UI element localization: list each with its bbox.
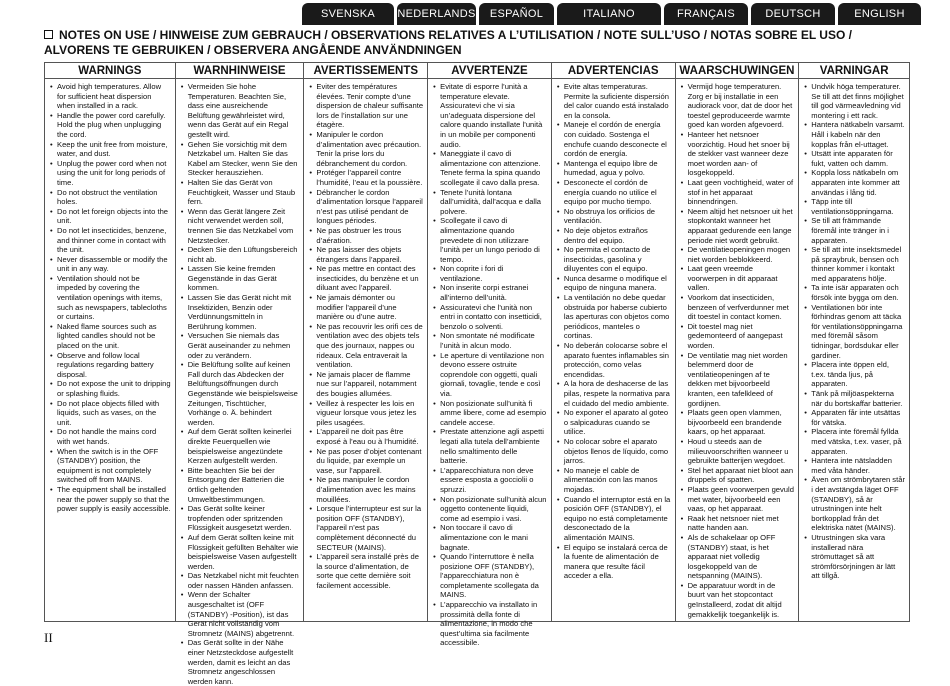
column-body bbox=[428, 79, 551, 648]
warning-item: • Das Gerät sollte keiner tropfenden oder spritzenden Flüssigkeit ausgesetzt werden. bbox=[180, 504, 300, 533]
warning-item: • Do not place objects filled with liquids, such as vases, on the unit. bbox=[49, 399, 171, 428]
warning-item: • Ventilation should not be impeded by covering the ventilation openings with items, such as newspapers, tablecloths or curtains. bbox=[49, 274, 171, 322]
checkbox-square-icon bbox=[44, 30, 53, 39]
column-header: WARNHINWEISE bbox=[176, 63, 304, 79]
warning-item: • No deje objetos extraños dentro del equipo. bbox=[556, 226, 671, 245]
warning-item: • Vermeiden Sie hohe Temperaturen. Beachten Sie, dass eine ausreichende Belüftung gewährleistet wird, wenn das Gerät auf ein Regal gestellt wird. bbox=[180, 82, 300, 140]
warning-item: • El equipo se instalará cerca de la fuente de alimentación de manera que resulte fácil acceder a ella. bbox=[556, 543, 671, 581]
warning-item: • Nunca desarme o modifique el equipo de ninguna manera. bbox=[556, 274, 671, 293]
warning-item: • De apparatuur wordt in de buurt van het stopcontact geïnstalleerd, zodat dit altijd gemakkelijk toegankelijk is. bbox=[680, 581, 795, 619]
warning-list bbox=[432, 82, 547, 648]
warning-item: • Cuando el interruptor está en la posición OFF (STANDBY), el equipo no está completamente desconectado de la alimentación MAINS. bbox=[556, 495, 671, 543]
warning-item: • Eviter des températures élevées. Tenir compte d’une dispersion de chaleur suffisante lors de l’installation sur une étagère. bbox=[308, 82, 423, 130]
warning-item: • Plaats geen open vlammen, bijvoorbeeld een brandende kaars, op het apparaat. bbox=[680, 408, 795, 437]
column-english bbox=[45, 63, 176, 621]
warning-item: • De ventilatie mag niet worden belemmerd door de ventilatieopeningen af te dekken met bijvoorbeeld kranten, een tafelkleed of gordijnen. bbox=[680, 351, 795, 409]
warning-item: • Do not let foreign objects into the unit. bbox=[49, 207, 171, 226]
column-body bbox=[176, 79, 304, 686]
column-header: AVVERTENZE bbox=[428, 63, 551, 79]
heading-text-1: NOTES ON USE / HINWEISE ZUM GEBRAUCH / OBSERVATIONS RELATIVES A L’UTILISATION / NOTE SULL’USO / NOTAS SOBRE EL USO / bbox=[59, 28, 852, 42]
warning-item: • Hantera nätkabeln varsamt. Håll i kabeln när den kopplas från el-uttaget. bbox=[803, 120, 905, 149]
column-header: WAARSCHUWINGEN bbox=[676, 63, 799, 79]
warning-item: • Utrustningen ska vara installerad nära strömuttaget så att strömförsörjningen är lätt att tillgå. bbox=[803, 533, 905, 581]
warning-item: • L’apparecchio va installato in prossimità della fonte di alimentazione, in modo che quest’ultima sia facilmente accessibile. bbox=[432, 600, 547, 648]
warning-item: • Voorkom dat insecticiden, benzeen of verfverdunner met dit toestel in contact komen. bbox=[680, 293, 795, 322]
warning-item: • Utsätt inte apparaten för fukt, vatten och damm. bbox=[803, 149, 905, 168]
warning-item: • La ventilación no debe quedar obstruida por haberse cubierto las aperturas con objetos como periódicos, manteles o cortinas. bbox=[556, 293, 671, 341]
warning-item: • Ne jamais démonter ou modifier l’appareil d’une manière ou d’une autre. bbox=[308, 293, 423, 322]
language-tabs bbox=[302, 3, 921, 25]
warning-item: • Avoid high temperatures. Allow for sufficient heat dispersion when installed in a rack. bbox=[49, 82, 171, 111]
warning-item: • No colocar sobre el aparato objetos llenos de líquido, como jarros. bbox=[556, 437, 671, 466]
warning-item: • Decken Sie den Lüftungsbereich nicht ab. bbox=[180, 245, 300, 264]
column-italian bbox=[428, 63, 552, 648]
warning-item: • No exponer el aparato al goteo o salpicaduras cuando se utilice. bbox=[556, 408, 671, 437]
tab-italiano[interactable]: ITALIANO bbox=[557, 3, 661, 25]
warning-item: • Ta inte isär apparaten och försök inte bygga om den. bbox=[803, 283, 905, 302]
warning-item: • Quando l’interruttore è nella posizione OFF (STANDBY), l’apparecchiatura non è completamente scollegata da MAINS. bbox=[432, 552, 547, 600]
warning-item: • Protéger l’appareil contre l’humidité, l’eau et la poussière. bbox=[308, 168, 423, 187]
warning-item: • Ne pas mettre en contact des insecticides, du benzène et un diluant avec l’appareil. bbox=[308, 264, 423, 293]
warning-item: • Gehen Sie vorsichtig mit dem Netzkabel um. Halten Sie das Kabel am Stecker, wenn Sie den Stecker herausziehen. bbox=[180, 140, 300, 178]
warning-item: • Hanteer het netsnoer voorzichtig. Houd het snoer bij de stekker vast wanneer deze moet worden aan- of losgekoppeld. bbox=[680, 130, 795, 178]
warning-item: • Ne pas recouvrir les orifi ces de ventilation avec des objets tels que des journaux, nappes ou rideaux. Cela entraverait la ventilation. bbox=[308, 322, 423, 370]
warning-item: • Raak het netsnoer niet met natte handen aan. bbox=[680, 514, 795, 533]
warning-item: • Desconecte el cordón de energía cuando no utilice el equipo por mucho tiempo. bbox=[556, 178, 671, 207]
warning-item: • Auf dem Gerät sollten keinerlei direkte Feuerquellen wie beispielsweise angezündete Kerzen aufgestellt werden. bbox=[180, 427, 300, 465]
warning-item: • Do not let insecticides, benzene, and thinner come in contact with the unit. bbox=[49, 226, 171, 255]
column-body bbox=[799, 79, 909, 581]
warning-item: • Maneggiate il cavo di alimentazione con attenzione. Tenete ferma la spina quando scollegate il cavo dalla presa. bbox=[432, 149, 547, 187]
warning-item: • Evite altas temperaturas. Permite la suficiente dispersión del calor cuando está instalado en la consola. bbox=[556, 82, 671, 120]
column-header: VARNINGAR bbox=[799, 63, 909, 79]
heading-line-1 bbox=[44, 28, 938, 43]
warning-item: • Tänk på miljöaspekterna när du bortskaffar batterier. bbox=[803, 389, 905, 408]
tab-espanol[interactable]: ESPAÑOL bbox=[479, 3, 554, 25]
warning-item: • Do not handle the mains cord with wet hands. bbox=[49, 427, 171, 446]
warning-item: • Non inserite corpi estranei all’interno dell’unità. bbox=[432, 283, 547, 302]
warning-item: • Lorsque l’interrupteur est sur la position OFF (STANDBY), l’appareil n’est pas complètement déconnecté du SECTEUR (MAINS). bbox=[308, 504, 423, 552]
warning-list bbox=[49, 82, 171, 514]
warning-item: • Ne jamais placer de flamme nue sur l’appareil, notamment des bougies allumées. bbox=[308, 370, 423, 399]
warning-item: • Vermijd hoge temperaturen. Zorg er bij installatie in een audiorack voor, dat de door het toestel geproduceerde warmte goed kan worden afgevoerd. bbox=[680, 82, 795, 130]
warning-item: • Bitte beachten Sie bei der Entsorgung der Batterien die örtlich geltenden Umweltbestimmungen. bbox=[180, 466, 300, 504]
warning-item: • Se till att främmande föremål inte tränger in i apparaten. bbox=[803, 216, 905, 245]
warning-item: • No obstruya los orificios de ventilación. bbox=[556, 207, 671, 226]
warning-item: • Handle the power cord carefully. Hold the plug when unplugging the cord. bbox=[49, 111, 171, 140]
warning-list bbox=[680, 82, 795, 619]
warning-item: • Naked flame sources such as lighted candles should not be placed on the unit. bbox=[49, 322, 171, 351]
warning-item: • Manipuler le cordon d’alimentation avec précaution. Tenir la prise lors du débranchement du cordon. bbox=[308, 130, 423, 168]
warning-item: • Versuchen Sie niemals das Gerät auseinander zu nehmen oder zu verändern. bbox=[180, 331, 300, 360]
warning-item: • No permita el contacto de insecticidas, gasolina y diluyentes con el equipo. bbox=[556, 245, 671, 274]
warning-item: • Non coprite i fori di ventilazione. bbox=[432, 264, 547, 283]
warning-item: • Keep the unit free from moisture, water, and dust. bbox=[49, 140, 171, 159]
warning-item: • A la hora de deshacerse de las pilas, respete la normativa para el cuidado del medio ambiente. bbox=[556, 379, 671, 408]
warning-item: • When the switch is in the OFF (STANDBY) position, the equipment is not completely switched off from MAINS. bbox=[49, 447, 171, 485]
column-header: WARNINGS bbox=[45, 63, 175, 79]
warning-item: • Plaats geen voorwerpen gevuld met water, bijvoorbeeld een vaas, op het apparaat. bbox=[680, 485, 795, 514]
warning-item: • Débrancher le cordon d’alimentation lorsque l’appareil n’est pas utilisé pendant de longues périodes. bbox=[308, 188, 423, 226]
warning-item: • Ne pas poser d’objet contenant du liquide, par exemple un vase, sur l’appareil. bbox=[308, 447, 423, 476]
column-french bbox=[304, 63, 428, 621]
warning-list bbox=[180, 82, 300, 686]
warning-item: • Hantera inte nätsladden med våta händer. bbox=[803, 456, 905, 475]
warning-item: • Laat geen vochtigheid, water of stof in het apparaat binnendringen. bbox=[680, 178, 795, 207]
warning-list bbox=[556, 82, 671, 581]
warning-item: • Houd u steeds aan de milieuvoorschriften wanneer u gebruikte batterijen wegdoet. bbox=[680, 437, 795, 466]
warning-item: • No deberán colocarse sobre el aparato fuentes inflamables sin protección, como velas encendidas. bbox=[556, 341, 671, 379]
column-swedish bbox=[799, 63, 909, 621]
warning-item: • Non posizionate sull’unità alcun oggetto contenente liquidi, come ad esempio i vasi. bbox=[432, 495, 547, 524]
tab-english[interactable]: ENGLISH bbox=[838, 3, 921, 25]
column-header: ADVERTENCIAS bbox=[552, 63, 675, 79]
warning-item: • Veillez à respecter les lois en vigueur lorsque vous jetez les piles usagées. bbox=[308, 399, 423, 428]
warning-item: • Lassen Sie das Gerät nicht mit Insektiziden, Benzin oder Verdünnungsmitteln in Berührung kommen. bbox=[180, 293, 300, 331]
column-body bbox=[45, 79, 175, 514]
warning-item: • Koppla loss nätkabeln om apparaten inte kommer att användas i lång tid. bbox=[803, 168, 905, 197]
warning-item: • Evitate di esporre l’unità a temperature elevate. Assicuratevi che vi sia un’adeguata dispersione del calore quando installate l’unità in un mobile per componenti audio. bbox=[432, 82, 547, 149]
warning-item: • Ne pas obstruer les trous d’aération. bbox=[308, 226, 423, 245]
warning-item: • Do not obstruct the ventilation holes. bbox=[49, 188, 171, 207]
warning-item: • Die Belüftung sollte auf keinen Fall durch das Abdecken der Belüftungsöffnungen durch Gegenstände wie beispielsweise Zeitungen, Tischtücher, Vorhänge o. Ä. behindert werden. bbox=[180, 360, 300, 427]
warning-item: • Placera inte föremål fyllda med vätska, t.ex. vaser, på apparaten. bbox=[803, 427, 905, 456]
warning-item: • Non posizionate sull’unità fi amme libere, come ad esempio candele accese. bbox=[432, 399, 547, 428]
warning-item: • Täpp inte till ventilationsöppningarna. bbox=[803, 197, 905, 216]
tab-deutsch[interactable]: DEUTSCH bbox=[751, 3, 835, 25]
warning-item: • Mantenga el equipo libre de humedad, agua y polvo. bbox=[556, 159, 671, 178]
warning-item: • Laat geen vreemde voorwerpen in dit apparaat vallen. bbox=[680, 264, 795, 293]
warning-item: • Als de schakelaar op OFF (STANDBY) staat, is het apparaat niet volledig losgekoppeld van de netspanning (MAINS). bbox=[680, 533, 795, 581]
warning-item: • L’apparecchiatura non deve essere esposta a gocciolii o spruzzi. bbox=[432, 466, 547, 495]
warning-item: • Dit toestel mag niet gedemonteerd of aangepast worden. bbox=[680, 322, 795, 351]
warning-item: • Ventilationen bör inte förhindras genom att täcka för ventilationsöppningarna med föremål såsom tidningar, bordsdukar eller gardiner. bbox=[803, 303, 905, 361]
tab-nederlands[interactable]: NEDERLANDS bbox=[397, 3, 476, 25]
page-number: II bbox=[44, 630, 53, 645]
warning-item: • Do not expose the unit to dripping or splashing fluids. bbox=[49, 379, 171, 398]
warning-item: • Placera inte öppen eld, t.ex. tända ljus, på apparaten. bbox=[803, 360, 905, 389]
warning-item: • Även om strömbrytaren står i det avstängda läget OFF (STANDBY), så är utrustningen inte helt bortkopplad från det elektriska nätet (MAINS). bbox=[803, 475, 905, 533]
warning-item: • Auf dem Gerät sollten keine mit Flüssigkeit gefüllten Behälter wie beispielsweise Vasen aufgestellt werden. bbox=[180, 533, 300, 571]
warning-item: • Se till att inte insektsmedel på spraybruk, bensen och thinner kommer i kontakt med apparatens hölje. bbox=[803, 245, 905, 283]
tab-svenska[interactable]: SVENSKA bbox=[302, 3, 394, 25]
warning-item: • Das Gerät sollte in der Nähe einer Netzsteckdose aufgestellt werden, damit es leicht an das Stromnetz angeschlossen werden kann. bbox=[180, 638, 300, 686]
warning-item: • Stel het apparaat niet bloot aan druppels of spatten. bbox=[680, 466, 795, 485]
warning-item: • Assicuratevi che l’unità non entri in contatto con insetticidi, benzolo o solventi. bbox=[432, 303, 547, 332]
warning-item: • De ventilatieopeningen mogen niet worden beblokkeerd. bbox=[680, 245, 795, 264]
warning-item: • Maneje el cordón de energía con cuidado. Sostenga el enchufe cuando desconecte el cordón de energía. bbox=[556, 120, 671, 158]
section-heading bbox=[44, 28, 938, 58]
warning-item: • L’appareil sera installé près de la source d’alimentation, de sorte que cette dernière soit facilement accessible. bbox=[308, 552, 423, 590]
warning-item: • Unplug the power cord when not using the unit for long periods of time. bbox=[49, 159, 171, 188]
warning-item: • Undvik höga temperaturer. Se till att det finns möjlighet till god värmeavledning vid montering i ett rack. bbox=[803, 82, 905, 120]
column-body bbox=[304, 79, 427, 590]
warning-item: • Wenn das Gerät längere Zeit nicht verwendet werden soll, trennen Sie das Netzkabel vom Netzstecker. bbox=[180, 207, 300, 245]
column-body bbox=[676, 79, 799, 619]
warning-item: • Scollegate il cavo di alimentazione quando prevedete di non utilizzare l’unità per un lungo periodo di tempo. bbox=[432, 216, 547, 264]
warning-item: • Apparaten får inte utsättas för vätska. bbox=[803, 408, 905, 427]
warning-item: • No maneje el cable de alimentación con las manos mojadas. bbox=[556, 466, 671, 495]
column-body bbox=[552, 79, 675, 581]
warning-item: • Prestate attenzione agli aspetti legati alla tutela dell’ambiente nello smaltimento delle batterie. bbox=[432, 427, 547, 465]
warning-item: • L’appareil ne doit pas être exposé à l’eau ou à l’humidité. bbox=[308, 427, 423, 446]
warning-item: • The equipment shall be installed near the power supply so that the power supply is easily accessible. bbox=[49, 485, 171, 514]
warning-item: • Ne pas manipuler le cordon d’alimentation avec les mains mouillées. bbox=[308, 475, 423, 504]
warning-item: • Never disassemble or modify the unit in any way. bbox=[49, 255, 171, 274]
warning-item: • Tenete l’unità lontana dall’umidità, dall’acqua e dalla polvere. bbox=[432, 188, 547, 217]
warning-item: • Non smontate né modificate l’unità in alcun modo. bbox=[432, 331, 547, 350]
tab-francais[interactable]: FRANÇAIS bbox=[664, 3, 748, 25]
heading-line-2: ALVORENS TE GEBRUIKEN / OBSERVERA ANGÅENDE ANVÄNDNINGEN bbox=[44, 43, 462, 57]
warning-item: • Non toccare il cavo di alimentazione con le mani bagnate. bbox=[432, 523, 547, 552]
warnings-table bbox=[44, 62, 910, 686]
warning-item: • Wenn der Schalter ausgeschaltet ist (OFF (STANDBY) -Position), ist das Gerät nicht vollständig vom Stromnetz (MAINS) abgetrennt. bbox=[180, 590, 300, 638]
warning-item: • Lassen Sie keine fremden Gegenstände in das Gerät kommen. bbox=[180, 264, 300, 293]
warning-item: • Ne pas laisser des objets étrangers dans l’appareil. bbox=[308, 245, 423, 264]
warning-list bbox=[803, 82, 905, 581]
warning-item: • Neem altijd het netsnoer uit het stopkontakt wanneer het apparaat gedurende een lange periode niet wordt gebruikt. bbox=[680, 207, 795, 245]
warning-item: • Das Netzkabel nicht mit feuchten oder nassen Händen anfassen. bbox=[180, 571, 300, 590]
column-header: AVERTISSEMENTS bbox=[304, 63, 427, 79]
warning-item: • Le aperture di ventilazione non devono essere ostruite coprendole con oggetti, quali giornali, tovaglie, tende e così via. bbox=[432, 351, 547, 399]
column-german bbox=[176, 63, 305, 686]
warning-item: • Halten Sie das Gerät von Feuchtigkeit, Wasser und Staub fern. bbox=[180, 178, 300, 207]
column-spanish bbox=[552, 63, 676, 621]
warning-item: • Observe and follow local regulations regarding battery disposal. bbox=[49, 351, 171, 380]
warning-list bbox=[308, 82, 423, 590]
column-dutch bbox=[676, 63, 800, 621]
